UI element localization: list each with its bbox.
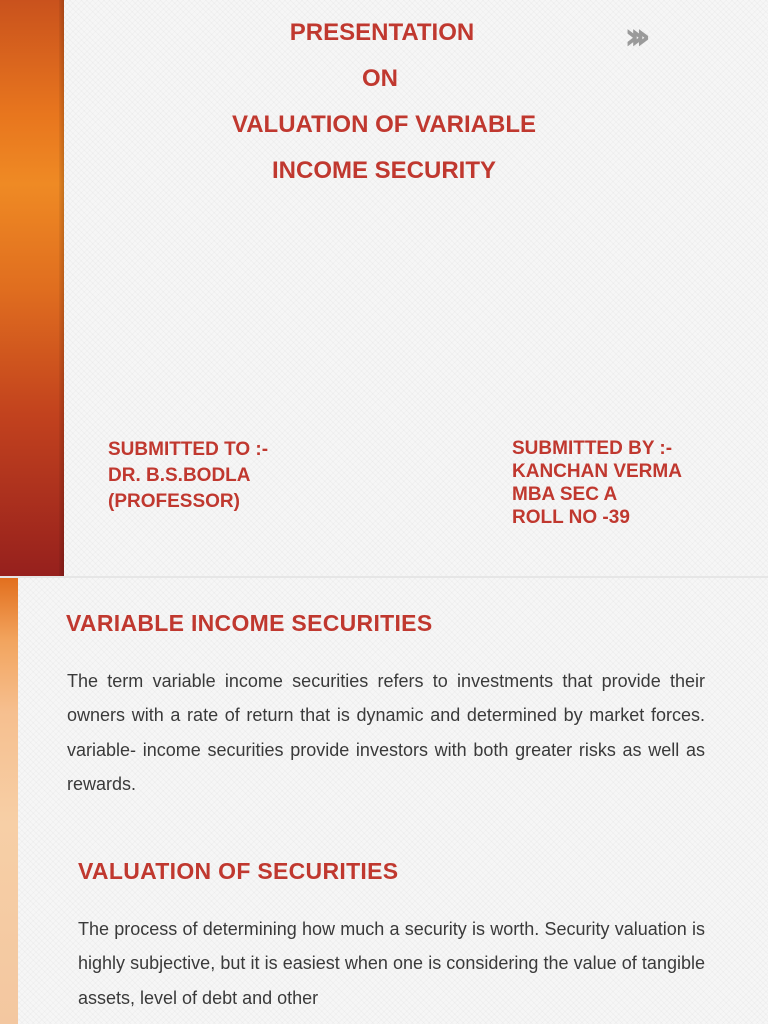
title-line: VALUATION OF VARIABLE: [232, 111, 536, 138]
student-roll: ROLL NO -39: [512, 507, 630, 528]
student-name: KANCHAN VERMA: [512, 461, 682, 482]
section-heading: VARIABLE INCOME SECURITIES: [66, 610, 433, 636]
section-paragraph: The process of determining how much a security is worth. Security valuation is highly subjective, but it is easiest when one is considering the value of tangible assets, level of debt and other: [78, 919, 705, 1008]
triple-chevron-right-icon: ›››: [624, 14, 641, 58]
title-line: ON: [362, 65, 398, 92]
submitted-to-label: SUBMITTED TO :-: [108, 439, 269, 460]
section-paragraph: The term variable income securities refers to investments that provide their owners with a rate of return that is dynamic and determined by market forces. variable- income securities provide investors with both greater risks as well as rewards.: [67, 671, 705, 794]
professor-name: DR. B.S.BODLA: [108, 465, 251, 486]
title-line: PRESENTATION: [289, 19, 475, 46]
content-slide: [0, 578, 768, 1024]
submitted-by-label: SUBMITTED BY :-: [512, 438, 673, 459]
title-line: INCOME SECURITY: [271, 157, 496, 184]
accent-bar: [0, 578, 18, 1024]
student-class: MBA SEC A: [512, 484, 618, 505]
professor-title: (PROFESSOR): [108, 491, 240, 512]
section-heading: VALUATION OF SECURITIES: [78, 858, 399, 884]
